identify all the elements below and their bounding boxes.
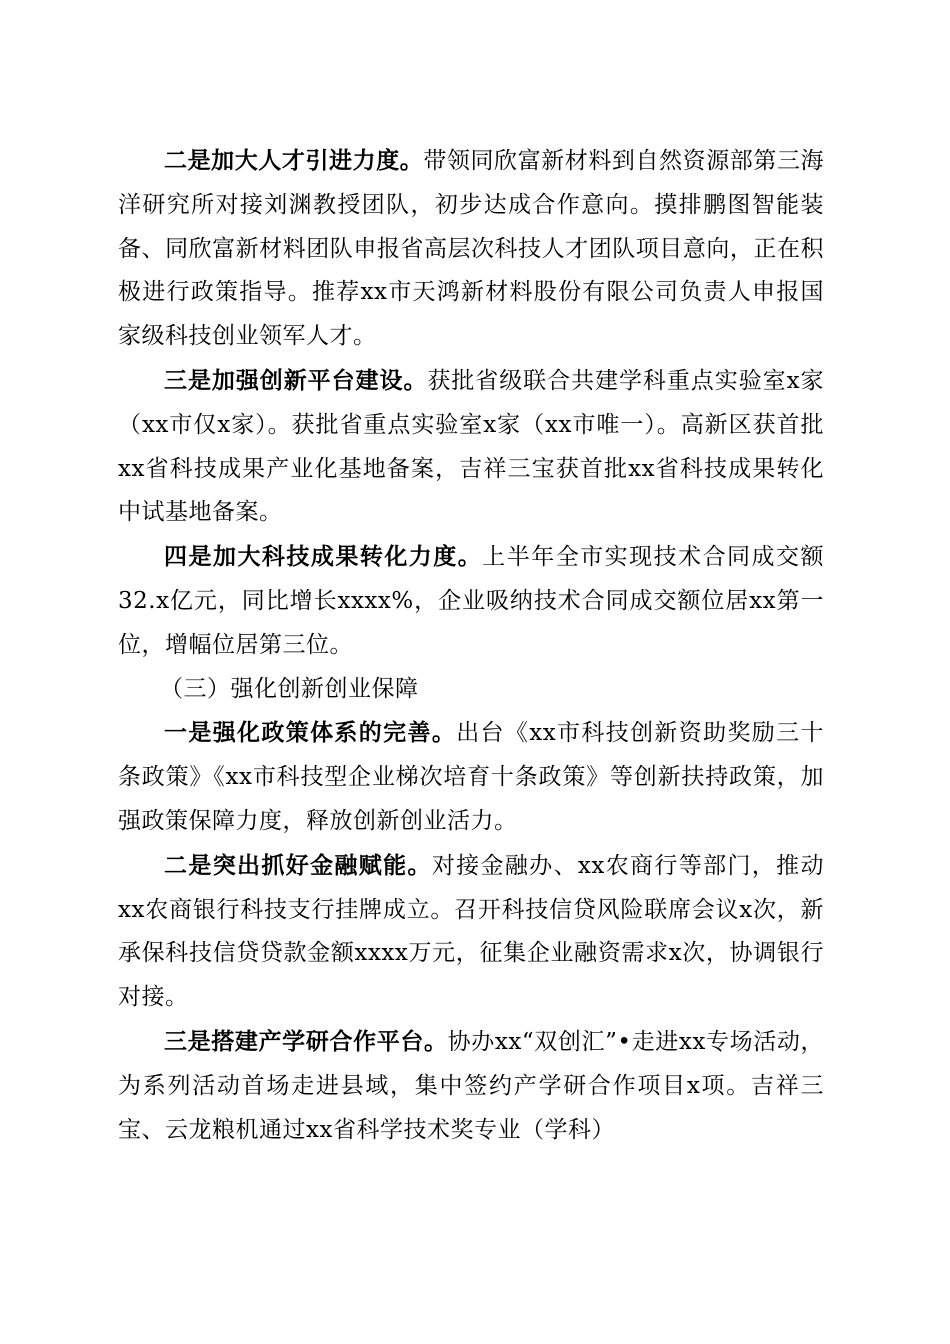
paragraph-text: 获批省级联合共建学科重点实验室x家（xx市仅x家）。获批省重点实验室x家（xx市唯一）。高新区获首批xx省科技成果产业化基地备案，吉祥三宝获首批xx省科技成果转化中试基地备案。 — [118, 367, 824, 526]
paragraph-talent — [118, 139, 824, 359]
document-body — [118, 139, 824, 1152]
paragraph-lead: 一是强化政策体系的完善。 — [164, 719, 457, 747]
paragraph-lead: 二是突出抓好金融赋能。 — [164, 851, 432, 879]
paragraph-finance — [118, 844, 824, 1020]
paragraph-lead: 三是搭建产学研合作平台。 — [164, 1027, 448, 1055]
paragraph-lead: 三是加强创新平台建设。 — [164, 366, 428, 394]
paragraph-text: 带领同欣富新材料到自然资源部第三海洋研究所对接刘渊教授团队，初步达成合作意向。摸排鹏图智能装备、同欣富新材料团队申报省高层次科技人才团队项目意向，正在积极进行政策指导。推荐xx市天鸿新材料股份有限公司负责人申报国家级科技创业领军人才。 — [118, 148, 825, 350]
paragraph-text: 上半年全市实现技术合同成交额32.x亿元，同比增长xxxx%，企业吸纳技术合同成交额位居xx第一位，增幅位居第三位。 — [118, 544, 825, 658]
section-heading: （三）强化创新创业保障 — [160, 675, 419, 702]
paragraph-platform — [118, 359, 824, 535]
paragraph-transfer — [118, 535, 824, 667]
paragraph-lead: 四是加大科技成果转化力度。 — [164, 543, 483, 571]
paragraph-cooperation — [118, 1020, 824, 1152]
paragraph-text: 对接金融办、xx农商行等部门，推动xx农商银行科技支行挂牌成立。召开科技信贷风险联席会议x次，新承保科技信贷贷款金额xxxx万元，征集企业融资需求x次，协调银行对接。 — [118, 852, 824, 1011]
paragraph-lead: 二是加大人才引进力度。 — [164, 147, 424, 174]
paragraph-policy — [118, 711, 824, 843]
paragraph-text: 协办xx“双创汇”•走进xx专场活动，为系列活动首场走进县域，集中签约产学研合作项目x项。吉祥三宝、云龙粮机通过xx省科学技术奖专业（学科） — [118, 1028, 825, 1143]
paragraph-text: 出台《xx市科技创新资助奖励三十条政策》《xx市科技型企业梯次培育十条政策》等创新扶持政策，加强政策保障力度，释放创新创业活力。 — [118, 720, 825, 834]
